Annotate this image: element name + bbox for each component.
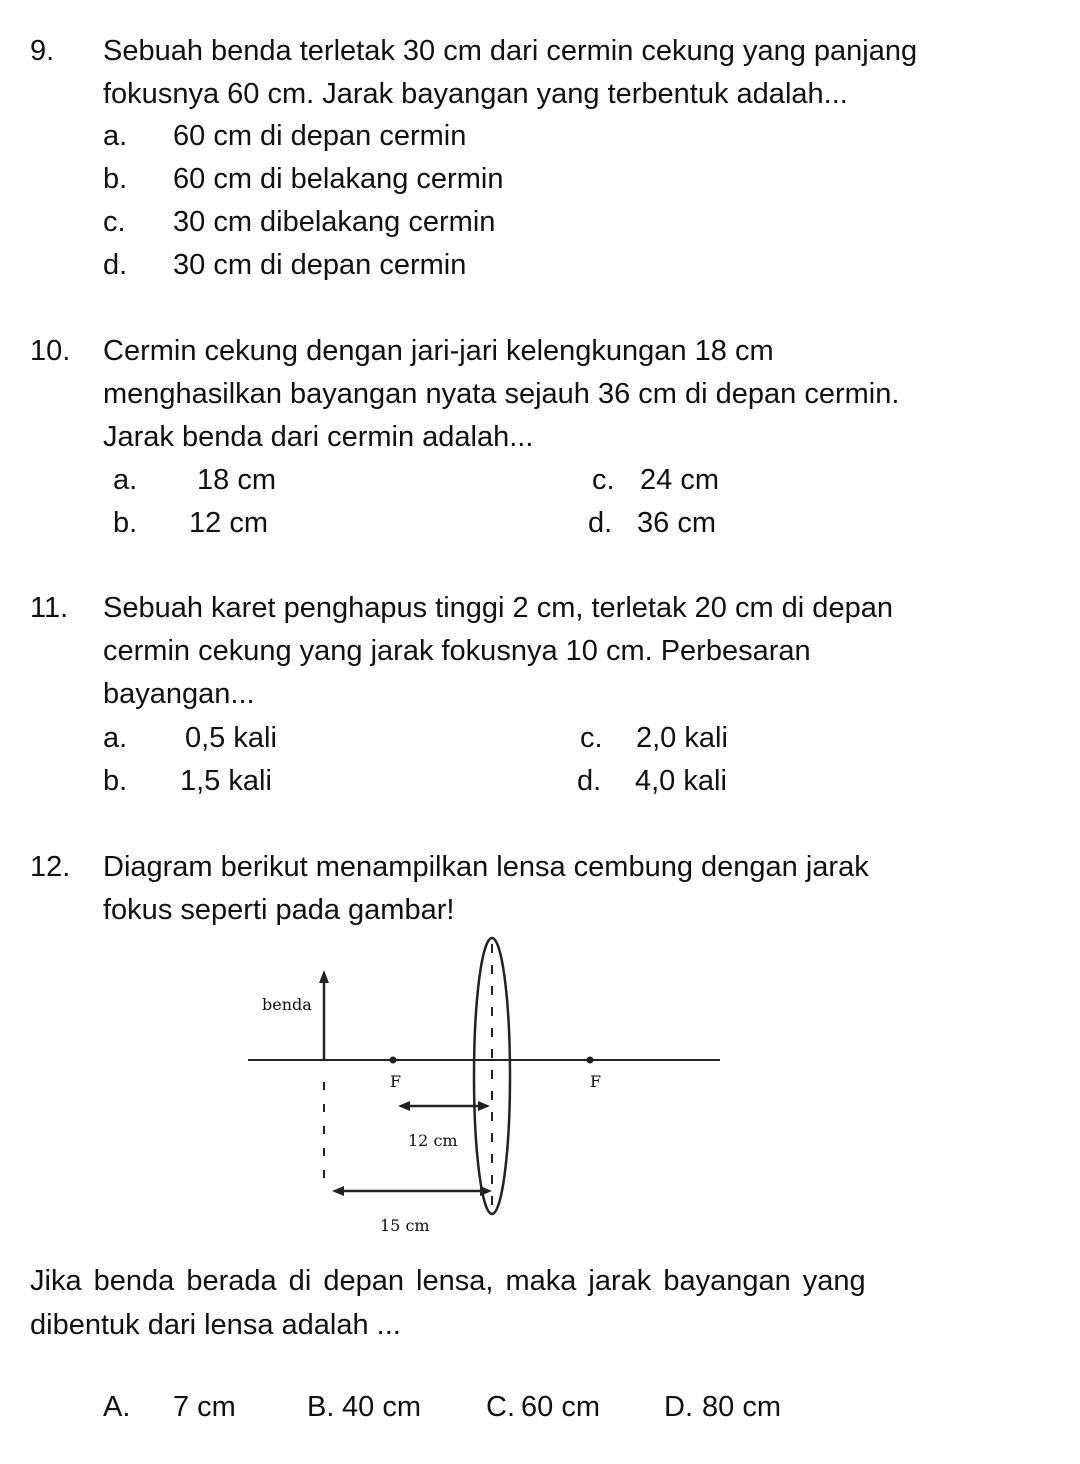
focal-label-right: F [590,1072,602,1091]
focal-point-right [587,1057,594,1064]
option-text: 18 cm [197,464,276,496]
question-number: 10. [30,335,71,367]
option-text: 60 cm di belakang cermin [173,163,504,195]
question-text-line: Cermin cekung dengan jari-jari kelengkungan 18 cm [103,335,774,367]
option-text: 24 cm [640,464,719,496]
option-letter: D. [664,1391,693,1423]
question-text-line: Jarak benda dari cermin adalah... [103,421,534,453]
question-text-line: cermin cekung yang jarak fokusnya 10 cm. Perbesaran [103,635,811,667]
option-letter: c. [103,206,126,238]
object-arrow-head [319,970,329,983]
focal-length-arrow-head-right [478,1101,490,1111]
option-letter: b. [103,163,128,195]
option-text: 7 cm [173,1391,236,1423]
option-text: 80 cm [702,1391,781,1423]
option-letter: d. [588,507,613,539]
option-text: 12 cm [189,507,268,539]
question-text-line: Sebuah benda terletak 30 cm dari cermin cekung yang panjang [103,35,918,67]
option-letter: d. [103,249,128,281]
object-label: benda [262,995,312,1014]
option-letter: b. [103,765,128,797]
option-letter: c. [580,722,603,754]
option-text: 2,0 kali [636,722,728,754]
option-text: 60 cm di depan cermin [173,120,467,152]
question-number: 12. [30,851,71,883]
option-text: 40 cm [342,1391,421,1423]
question-text-line: menghasilkan bayangan nyata sejauh 36 cm di depan cermin. [103,378,900,410]
question-text-line: Jika benda berada di depan lensa, maka jarak bayangan yang [30,1265,866,1297]
question-text-line: fokus seperti pada gambar! [103,894,455,926]
option-text: 36 cm [637,507,716,539]
option-text: 30 cm di depan cermin [173,249,467,281]
focal-label-left: F [390,1072,402,1091]
option-letter: a. [113,464,138,496]
question-text-line: dibentuk dari lensa adalah ... [30,1309,401,1341]
option-letter: d. [577,765,602,797]
object-distance-label: 15 cm [380,1216,430,1235]
question-text-line: Sebuah karet penghapus tinggi 2 cm, terletak 20 cm di depan [103,592,893,624]
question-text-line: bayangan... [103,678,255,710]
option-text: 0,5 kali [185,722,277,754]
focal-length-arrow-head-left [398,1101,410,1111]
question-number: 11. [30,592,69,624]
focal-length-label: 12 cm [408,1131,458,1150]
focal-point-left [390,1057,397,1064]
option-letter: b. [113,507,138,539]
option-letter: a. [103,722,128,754]
option-text: 60 cm [521,1391,600,1423]
option-letter: B. [307,1391,335,1423]
question-text-line: Diagram berikut menampilkan lensa cembung dengan jarak [103,851,869,883]
option-text: 1,5 kali [180,765,272,797]
object-distance-arrow-head-right [480,1186,492,1196]
option-letter: c. [592,464,615,496]
object-distance-arrow-head-left [332,1186,344,1196]
option-text: 30 cm dibelakang cermin [173,206,496,238]
option-letter: a. [103,120,128,152]
question-text-line: fokusnya 60 cm. Jarak bayangan yang terbentuk adalah... [103,78,848,110]
option-text: 4,0 kali [635,765,727,797]
question-number: 9. [30,35,55,67]
convex-lens-diagram [240,930,730,1240]
option-letter: C. [486,1391,515,1423]
option-letter: A. [103,1391,131,1423]
